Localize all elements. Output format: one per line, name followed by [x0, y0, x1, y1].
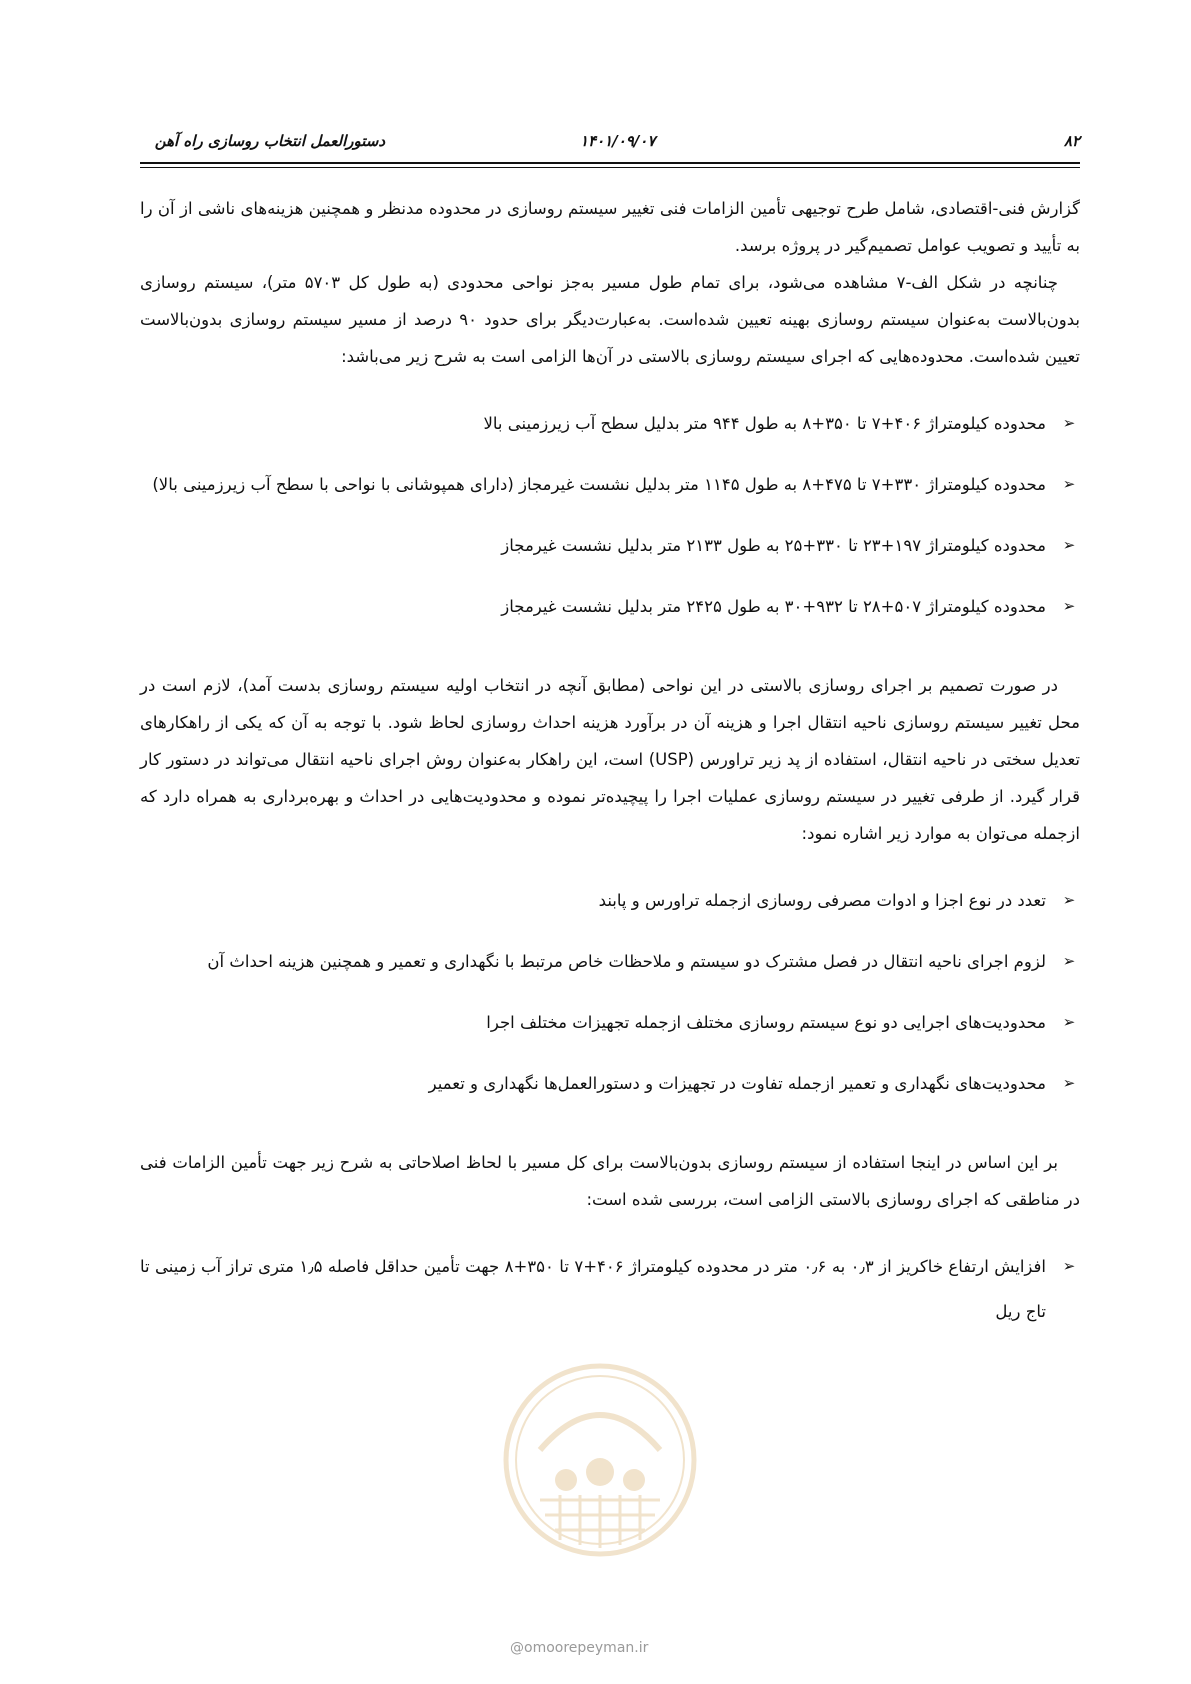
- list-item: ➢ محدوده کیلومتراژ ۱۹۷+۲۳ تا ۳۳۰+۲۵ به طول ۲۱۳۳ متر بدلیل نشست غیرمجاز: [140, 523, 1080, 568]
- arrow-bullet-icon: ➢: [1062, 536, 1076, 554]
- arrow-bullet-icon: ➢: [1062, 952, 1076, 970]
- header-date: ۱۴۰۱/۰۹/۰۷: [580, 132, 656, 150]
- page-body: [140, 190, 1080, 1350]
- list-item: ➢ محدوده کیلومتراژ ۴۰۶+۷ تا ۳۵۰+۸ به طول ۹۴۴ متر بدلیل سطح آب زیرزمینی بالا: [140, 401, 1080, 446]
- limitations-list: [140, 878, 1080, 1106]
- list-item: ➢ محدوده کیلومتراژ ۵۰۷+۲۸ تا ۹۳۲+۳۰ به طول ۲۴۲۵ متر بدلیل نشست غیرمجاز: [140, 584, 1080, 629]
- list-item: ➢ محدوده کیلومتراژ ۳۳۰+۷ تا ۴۷۵+۸ به طول ۱۱۴۵ متر بدلیل نشست غیرمجاز (دارای همپوشانی با نواحی با سطح آب زیرزمینی بالا): [140, 462, 1080, 507]
- arrow-bullet-icon: ➢: [1062, 1257, 1076, 1275]
- header-rule-thick: [140, 162, 1080, 164]
- ballast-zones-list: [140, 401, 1080, 629]
- paragraph-4: بر این اساس در اینجا استفاده از سیستم روسازی بدون‌بالاست برای کل مسیر با لحاظ اصلاحاتی به شرح زیر جهت تأمین الزامات فنی در مناطقی که اجرای روسازی بالاستی الزامی است، بررسی شده است:: [140, 1153, 1080, 1209]
- arrow-bullet-icon: ➢: [1062, 1074, 1076, 1092]
- arrow-bullet-icon: ➢: [1062, 1013, 1076, 1031]
- list-item: ➢ محدودیت‌های نگهداری و تعمیر ازجمله تفاوت در تجهیزات و دستورالعمل‌ها نگهداری و تعمیر: [140, 1061, 1080, 1106]
- paragraph-1: گزارش فنی-اقتصادی، شامل طرح توجیهی تأمین الزامات فنی تغییر سیستم روسازی در محدوده مدنظر و همچنین هزینه‌های ناشی از آن را به تأیید و تصویب عوامل تصمیم‌گیر در پروژه برسد.: [140, 199, 1080, 255]
- arrow-bullet-icon: ➢: [1062, 597, 1076, 615]
- watermark-seal-icon: [500, 1360, 700, 1560]
- arrow-bullet-icon: ➢: [1062, 414, 1076, 432]
- list-item: ➢ محدودیت‌های اجرایی دو نوع سیستم روسازی مختلف ازجمله تجهیزات مختلف اجرا: [140, 1000, 1080, 1045]
- list-item: ➢ لزوم اجرای ناحیه انتقال در فصل مشترک دو سیستم و ملاحظات خاص مرتبط با نگهداری و تعمیر و همچنین هزینه احداث آن: [140, 939, 1080, 984]
- paragraph-2: چنانچه در شکل الف-۷ مشاهده می‌شود، برای تمام طول مسیر به‌جز نواحی محدودی (به طول کل ۵۷۰۳ متر)، سیستم روسازی بدون‌بالاست به‌عنوان سیستم روسازی بهینه تعیین شده‌است. به‌عبارت‌دیگر برای حدود ۹۰ درصد از مسیر سیستم روسازی بدون‌بالاست تعیین شده‌است. محدوده‌هایی که اجرای سیستم روسازی بالاستی در آن‌ها الزامی است به شرح زیر می‌باشد:: [140, 273, 1080, 366]
- document-title: دستورالعمل انتخاب روسازی راه آهن: [154, 132, 385, 150]
- arrow-bullet-icon: ➢: [1062, 891, 1076, 909]
- page-header: [140, 128, 1080, 154]
- modifications-list: [140, 1244, 1080, 1334]
- watermark-url: @omoorepeyman.ir: [510, 1640, 649, 1656]
- paragraph-3: در صورت تصمیم بر اجرای روسازی بالاستی در این نواحی (مطابق آنچه در انتخاب اولیه سیستم روسازی بدست آمد)، لازم است در محل تغییر سیستم روسازی ناحیه انتقال اجرا و هزینه آن در برآورد هزینه احداث روسازی لحاظ شود. با توجه به آن که یکی از راهکارهای تعدیل سختی در ناحیه انتقال، استفاده از پد زیر تراورس (USP) است، این راهکار به‌عنوان روش اجرای ناحیه انتقال می‌تواند در دستور کار قرار گیرد. از طرفی تغییر در سیستم روسازی عملیات اجرا را پیچیده‌تر نموده و محدودیت‌هایی در احداث و بهره‌برداری به همراه دارد که ازجمله می‌توان به موارد زیر اشاره نمود:: [140, 676, 1081, 843]
- list-item: ➢ افزایش ارتفاع خاکریز از ۰٫۳ به ۰٫۶ متر در محدوده کیلومتراژ ۴۰۶+۷ تا ۳۵۰+۸ جهت تأمین حداقل فاصله ۱٫۵ متری تراز آب زمینی تا تاج ریل: [140, 1244, 1080, 1334]
- list-item: ➢ تعدد در نوع اجزا و ادوات مصرفی روسازی ازجمله تراورس و پابند: [140, 878, 1080, 923]
- arrow-bullet-icon: ➢: [1062, 475, 1076, 493]
- page-number: ۸۲: [1063, 132, 1080, 150]
- header-rule-thin: [140, 167, 1080, 168]
